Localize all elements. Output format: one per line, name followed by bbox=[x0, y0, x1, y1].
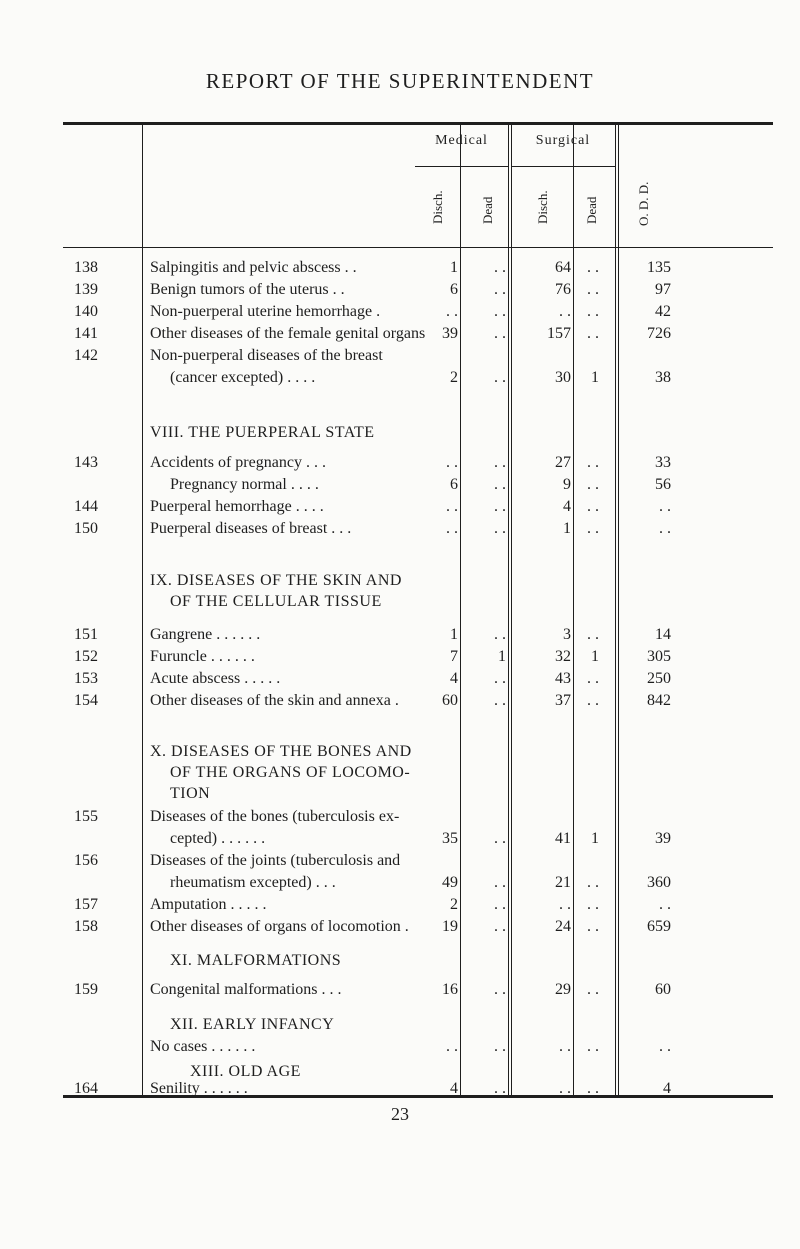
medical-disch-value: 2 bbox=[450, 369, 458, 386]
section-heading bbox=[150, 1014, 470, 1035]
section-heading-line: VIII. THE PUERPERAL STATE bbox=[150, 424, 375, 441]
row-code: 153 bbox=[74, 670, 98, 687]
table-row bbox=[0, 259, 800, 280]
surgical-disch-value: . . bbox=[559, 1080, 571, 1097]
table-row bbox=[0, 281, 800, 302]
medical-dead-value: . . bbox=[494, 325, 506, 342]
medical-dead-value: . . bbox=[494, 369, 506, 386]
section-heading-line: XIII. OLD AGE bbox=[190, 1063, 301, 1080]
odd-value: 39 bbox=[655, 830, 671, 847]
surgical-dead-value: . . bbox=[587, 692, 599, 709]
row-code: 154 bbox=[74, 692, 98, 709]
row-label: Accidents of pregnancy . . . bbox=[150, 454, 326, 471]
medical-disch-value: . . bbox=[446, 498, 458, 515]
surgical-dead-value: . . bbox=[587, 874, 599, 891]
medical-dead-value: . . bbox=[494, 476, 506, 493]
row-code: 140 bbox=[74, 303, 98, 320]
medical-dead-value: . . bbox=[494, 918, 506, 935]
row-label: Pregnancy normal . . . . bbox=[170, 476, 319, 493]
medical-dead-value: . . bbox=[494, 454, 506, 471]
surgical-disch-value: 30 bbox=[555, 369, 571, 386]
surgical-disch-value: 4 bbox=[563, 498, 571, 515]
surgical-disch-value: 64 bbox=[555, 259, 571, 276]
surgical-disch-value: 32 bbox=[555, 648, 571, 665]
table-row bbox=[0, 476, 800, 497]
surgical-disch-value: 41 bbox=[555, 830, 571, 847]
page-number: 23 bbox=[391, 1104, 409, 1124]
section-heading-line: XI. MALFORMATIONS bbox=[170, 952, 342, 969]
surgical-disch-value: 43 bbox=[555, 670, 571, 687]
surgical-disch-value: 37 bbox=[555, 692, 571, 709]
medical-dead-value: . . bbox=[494, 626, 506, 643]
odd-value: 60 bbox=[655, 981, 671, 998]
table-row bbox=[0, 369, 800, 390]
surgical-dead-value: . . bbox=[587, 454, 599, 471]
section-heading-line: XII. EARLY INFANCY bbox=[170, 1016, 335, 1033]
odd-value: 135 bbox=[647, 259, 671, 276]
table-row bbox=[0, 1080, 800, 1101]
medical-disch-value: 6 bbox=[450, 476, 458, 493]
odd-value: . . bbox=[659, 498, 671, 515]
row-code: 141 bbox=[74, 325, 98, 342]
table-row bbox=[0, 874, 800, 895]
row-label: Non-puerperal uterine hemorrhage . bbox=[150, 303, 381, 320]
medical-dead-value: . . bbox=[494, 281, 506, 298]
odd-value: 33 bbox=[655, 454, 671, 471]
section-heading-line: IX. DISEASES OF THE SKIN AND bbox=[150, 572, 402, 589]
surgical-disch-header: Disch. bbox=[535, 190, 550, 224]
row-label: rheumatism excepted) . . . bbox=[170, 874, 336, 891]
row-code: 156 bbox=[74, 852, 98, 869]
medical-disch-value: 7 bbox=[450, 648, 458, 665]
medical-disch-value: 35 bbox=[442, 830, 458, 847]
surgical-dead-value: . . bbox=[587, 918, 599, 935]
odd-value: 250 bbox=[647, 670, 671, 687]
surgical-disch-value: 3 bbox=[563, 626, 571, 643]
row-label: Other diseases of organs of locomotion . bbox=[150, 918, 409, 935]
row-code: 138 bbox=[74, 259, 98, 276]
surgical-disch-value: 29 bbox=[555, 981, 571, 998]
medical-dead-value: . . bbox=[494, 896, 506, 913]
page-title: REPORT OF THE SUPERINTENDENT bbox=[205, 69, 595, 93]
medical-disch-value: 60 bbox=[442, 692, 458, 709]
medical-disch-value: 39 bbox=[442, 325, 458, 342]
row-label: Puerperal hemorrhage . . . . bbox=[150, 498, 324, 515]
odd-value: 42 bbox=[655, 303, 671, 320]
row-label: Diseases of the joints (tuberculosis and bbox=[150, 852, 401, 869]
row-code: 150 bbox=[74, 520, 98, 537]
row-label: Gangrene . . . . . . bbox=[150, 626, 261, 643]
surgical-dead-value: . . bbox=[587, 1080, 599, 1097]
table-row bbox=[0, 896, 800, 917]
medical-disch-value: . . bbox=[446, 1038, 458, 1055]
medical-dead-value: 1 bbox=[498, 648, 506, 665]
surgical-disch-value: . . bbox=[559, 1038, 571, 1055]
odd-value: 14 bbox=[655, 626, 671, 643]
medical-disch-value: 4 bbox=[450, 670, 458, 687]
row-code: 142 bbox=[74, 347, 98, 364]
medical-disch-value: . . bbox=[446, 520, 458, 537]
medical-disch-value: . . bbox=[446, 454, 458, 471]
row-label: Salpingitis and pelvic abscess . . bbox=[150, 259, 357, 276]
table-row bbox=[0, 498, 800, 519]
surgical-dead-header: Dead bbox=[584, 196, 599, 224]
row-label: Other diseases of the female genital organs bbox=[150, 325, 426, 342]
medical-dead-value: . . bbox=[494, 520, 506, 537]
section-heading bbox=[190, 1061, 510, 1082]
row-label: Acute abscess . . . . . bbox=[150, 670, 281, 687]
surgical-disch-value: 9 bbox=[563, 476, 571, 493]
surgical-disch-value: . . bbox=[559, 896, 571, 913]
medical-dead-value: . . bbox=[494, 303, 506, 320]
medical-dead-value: . . bbox=[494, 692, 506, 709]
surgical-disch-value: 24 bbox=[555, 918, 571, 935]
odd-header: O. D. D. bbox=[636, 181, 651, 226]
medical-disch-value: 16 bbox=[442, 981, 458, 998]
surgical-dead-value: . . bbox=[587, 670, 599, 687]
surgical-dead-value: . . bbox=[587, 626, 599, 643]
row-code: 143 bbox=[74, 454, 98, 471]
surgical-dead-value: . . bbox=[587, 476, 599, 493]
surgical-dead-value: . . bbox=[587, 281, 599, 298]
odd-value: . . bbox=[659, 896, 671, 913]
surgical-dead-value: . . bbox=[587, 896, 599, 913]
row-code: 155 bbox=[74, 808, 98, 825]
surgical-dead-value: . . bbox=[587, 325, 599, 342]
medical-disch-header: Disch. bbox=[430, 190, 445, 224]
row-code: 164 bbox=[74, 1080, 98, 1097]
row-code: 144 bbox=[74, 498, 98, 515]
surgical-disch-value: 1 bbox=[563, 520, 571, 537]
odd-value: 659 bbox=[647, 918, 671, 935]
row-code: 139 bbox=[74, 281, 98, 298]
surgical-disch-value: . . bbox=[559, 303, 571, 320]
medical-dead-value: . . bbox=[494, 981, 506, 998]
surgical-dead-value: . . bbox=[587, 520, 599, 537]
surgical-disch-value: 21 bbox=[555, 874, 571, 891]
medical-disch-value: 4 bbox=[450, 1080, 458, 1097]
row-label: (cancer excepted) . . . . bbox=[170, 369, 316, 386]
row-label: Puerperal diseases of breast . . . bbox=[150, 520, 352, 537]
medical-dead-value: . . bbox=[494, 830, 506, 847]
medical-dead-value: . . bbox=[494, 1038, 506, 1055]
section-heading-line: OF THE ORGANS OF LOCOMO- bbox=[170, 764, 411, 781]
row-code: 159 bbox=[74, 981, 98, 998]
row-code: 151 bbox=[74, 626, 98, 643]
surgical-disch-value: 76 bbox=[555, 281, 571, 298]
medical-dead-value: . . bbox=[494, 670, 506, 687]
medical-disch-value: 6 bbox=[450, 281, 458, 298]
row-label: Amputation . . . . . bbox=[150, 896, 267, 913]
table-row bbox=[0, 1038, 800, 1059]
table-row bbox=[0, 692, 800, 713]
table-row bbox=[0, 347, 800, 368]
section-heading bbox=[150, 950, 470, 971]
table-row bbox=[0, 325, 800, 346]
surgical-disch-value: 157 bbox=[547, 325, 571, 342]
table-row bbox=[0, 648, 800, 669]
section-heading bbox=[150, 570, 470, 612]
row-label: Other diseases of the skin and annexa . bbox=[150, 692, 399, 709]
odd-value: 56 bbox=[655, 476, 671, 493]
row-label: Diseases of the bones (tuberculosis ex- bbox=[150, 808, 400, 825]
medical-header: Medical bbox=[435, 133, 488, 148]
surgical-dead-value: . . bbox=[587, 981, 599, 998]
surgical-dead-value: 1 bbox=[591, 830, 599, 847]
surgical-dead-value: 1 bbox=[591, 369, 599, 386]
table-row bbox=[0, 303, 800, 324]
medical-disch-value: 2 bbox=[450, 896, 458, 913]
table-row bbox=[0, 670, 800, 691]
medical-dead-value: . . bbox=[494, 874, 506, 891]
surgical-dead-value: . . bbox=[587, 498, 599, 515]
medical-disch-value: 49 bbox=[442, 874, 458, 891]
row-code: 158 bbox=[74, 918, 98, 935]
section-heading-line: X. DISEASES OF THE BONES AND bbox=[150, 743, 412, 760]
odd-value: 842 bbox=[647, 692, 671, 709]
odd-value: 4 bbox=[663, 1080, 671, 1097]
odd-value: . . bbox=[659, 520, 671, 537]
section-heading bbox=[150, 422, 470, 443]
table-row bbox=[0, 520, 800, 541]
odd-value: 38 bbox=[655, 369, 671, 386]
medical-disch-value: 1 bbox=[450, 259, 458, 276]
medical-dead-value: . . bbox=[494, 259, 506, 276]
table-row bbox=[0, 981, 800, 1002]
odd-value: 305 bbox=[647, 648, 671, 665]
surgical-dead-value: . . bbox=[587, 259, 599, 276]
table-row bbox=[0, 626, 800, 647]
row-code: 157 bbox=[74, 896, 98, 913]
odd-value: 97 bbox=[655, 281, 671, 298]
odd-value: 360 bbox=[647, 874, 671, 891]
surgical-disch-value: 27 bbox=[555, 454, 571, 471]
row-label: Senility . . . . . . bbox=[150, 1080, 248, 1097]
row-label: Non-puerperal diseases of the breast bbox=[150, 347, 383, 364]
row-label: Congenital malformations . . . bbox=[150, 981, 342, 998]
surgical-dead-value: . . bbox=[587, 1038, 599, 1055]
medical-disch-value: 19 bbox=[442, 918, 458, 935]
table-row bbox=[0, 852, 800, 873]
medical-disch-value: 1 bbox=[450, 626, 458, 643]
table-row bbox=[0, 830, 800, 851]
row-label: cepted) . . . . . . bbox=[170, 830, 266, 847]
surgical-dead-value: . . bbox=[587, 303, 599, 320]
row-code: 152 bbox=[74, 648, 98, 665]
section-heading-line: TION bbox=[170, 785, 211, 802]
table-row bbox=[0, 454, 800, 475]
table-row bbox=[0, 918, 800, 939]
surgical-dead-value: 1 bbox=[591, 648, 599, 665]
row-label: Furuncle . . . . . . bbox=[150, 648, 255, 665]
odd-value: . . bbox=[659, 1038, 671, 1055]
medical-disch-value: . . bbox=[446, 303, 458, 320]
odd-value: 726 bbox=[647, 325, 671, 342]
medical-dead-value: . . bbox=[494, 1080, 506, 1097]
medical-dead-header: Dead bbox=[480, 196, 495, 224]
row-label: No cases . . . . . . bbox=[150, 1038, 256, 1055]
section-heading bbox=[150, 741, 470, 804]
row-label: Benign tumors of the uterus . . bbox=[150, 281, 345, 298]
section-heading-line: OF THE CELLULAR TISSUE bbox=[170, 593, 382, 610]
medical-dead-value: . . bbox=[494, 498, 506, 515]
table-row bbox=[0, 808, 800, 829]
surgical-header: Surgical bbox=[535, 133, 591, 148]
